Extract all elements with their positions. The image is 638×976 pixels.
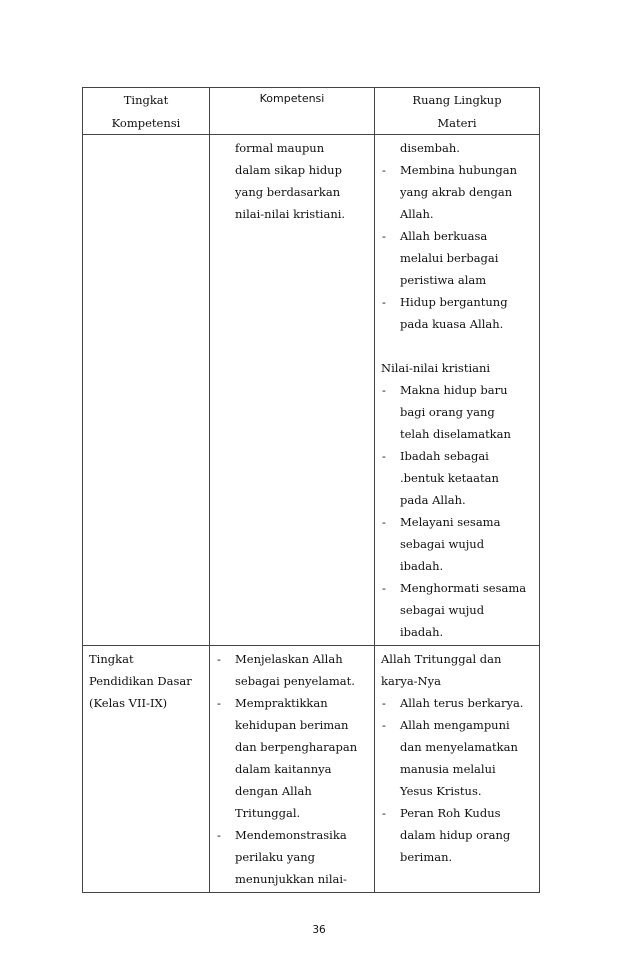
list-item bbox=[381, 802, 537, 868]
list-item-line: kehidupan beriman bbox=[235, 718, 349, 732]
list-item bbox=[381, 225, 537, 291]
header-level-line-2: Kompetensi bbox=[111, 116, 181, 130]
scope-heading bbox=[381, 648, 537, 692]
list-item-line: dan menyelamatkan bbox=[400, 740, 518, 754]
list-item bbox=[216, 692, 372, 824]
list-item bbox=[381, 577, 537, 643]
list-item-line: pada Allah. bbox=[400, 493, 466, 507]
list-item-line: - Mempraktikkan bbox=[235, 696, 328, 710]
list-item-line: melalui berbagai bbox=[400, 251, 499, 265]
table-header-row bbox=[83, 88, 540, 135]
level-cell bbox=[83, 135, 210, 646]
values-list bbox=[381, 379, 537, 643]
list-item-line: .bentuk ketaatan bbox=[400, 471, 499, 485]
list-item-line: - Ibadah sebagai bbox=[400, 449, 489, 463]
list-item-line: - Mendemonstrasika bbox=[235, 828, 347, 842]
scope-continuation: disembah. bbox=[400, 141, 460, 155]
header-scope-line-1: Ruang Lingkup bbox=[412, 93, 502, 107]
values-heading: Nilai-nilai kristiani bbox=[381, 361, 491, 375]
competency-line: yang berdasarkan bbox=[235, 185, 341, 199]
list-item-line: - Membina hubungan bbox=[400, 163, 518, 177]
list-item-line: Allah. bbox=[400, 207, 434, 221]
scope-list bbox=[381, 159, 537, 335]
header-scope-line-2: Materi bbox=[437, 116, 477, 130]
list-item bbox=[381, 714, 537, 802]
list-item-line: dalam kaitannya bbox=[235, 762, 332, 776]
list-item bbox=[381, 692, 537, 714]
list-item-line: yang akrab dengan bbox=[400, 185, 513, 199]
list-item-line: - Menjelaskan Allah bbox=[235, 652, 343, 666]
list-item-line: manusia melalui bbox=[400, 762, 496, 776]
list-item-line: menunjukkan nilai- bbox=[235, 872, 347, 886]
competency-cell bbox=[210, 646, 375, 893]
list-item-line: dengan Allah bbox=[235, 784, 312, 798]
list-item-line: sebagai wujud bbox=[400, 603, 485, 617]
competency-cell bbox=[210, 135, 375, 646]
list-item bbox=[381, 445, 537, 511]
table-row bbox=[83, 646, 540, 893]
list-item-line: sebagai penyelamat. bbox=[235, 674, 355, 688]
list-item bbox=[381, 511, 537, 577]
list-item-line: bagi orang yang bbox=[400, 405, 495, 419]
list-item-line: dan berpengharapan bbox=[235, 740, 358, 754]
list-item-line: telah diselamatkan bbox=[400, 427, 511, 441]
scope-cell bbox=[375, 135, 540, 646]
header-competency bbox=[210, 88, 375, 135]
list-item-line: Tritunggal. bbox=[235, 806, 301, 820]
header-competency-label: Kompetensi bbox=[259, 92, 325, 105]
header-level-line-1: Tingkat bbox=[123, 93, 169, 107]
list-item bbox=[381, 379, 537, 445]
level-line: (Kelas VII-IX) bbox=[89, 696, 168, 710]
competency-line: nilai-nilai kristiani. bbox=[235, 207, 346, 221]
list-item-line: - Menghormati sesama bbox=[400, 581, 527, 595]
competency-line: formal maupun bbox=[235, 141, 325, 155]
header-level bbox=[83, 88, 210, 135]
list-item bbox=[381, 291, 537, 335]
list-item-line: beriman. bbox=[400, 850, 453, 864]
header-scope bbox=[375, 88, 540, 135]
list-item-line: - Hidup bergantung bbox=[400, 295, 508, 309]
list-item-line: - Peran Roh Kudus bbox=[400, 806, 501, 820]
list-item bbox=[216, 824, 372, 890]
competency-table bbox=[82, 87, 540, 893]
list-item-line: sebagai wujud bbox=[400, 537, 485, 551]
competency-line: dalam sikap hidup bbox=[235, 163, 342, 177]
list-item-line: Yesus Kristus. bbox=[400, 784, 482, 798]
level-line: Pendidikan Dasar bbox=[89, 674, 192, 688]
list-item-line: ibadah. bbox=[400, 559, 444, 573]
page-number: 36 bbox=[312, 924, 326, 936]
list-item-line: dalam hidup orang bbox=[400, 828, 511, 842]
scope-cell bbox=[375, 646, 540, 893]
list-item-line: - Allah berkuasa bbox=[400, 229, 488, 243]
level-cell bbox=[83, 646, 210, 893]
list-item-line: perilaku yang bbox=[235, 850, 316, 864]
list-item-line: pada kuasa Allah. bbox=[400, 317, 504, 331]
list-item-line: - Makna hidup baru bbox=[400, 383, 508, 397]
list-item-line: - Allah terus berkarya. bbox=[400, 696, 524, 710]
scope-heading-line: Allah Tritunggal dan bbox=[381, 652, 502, 666]
list-item-line: - Melayani sesama bbox=[400, 515, 501, 529]
table-row bbox=[83, 135, 540, 646]
level-line: Tingkat bbox=[89, 652, 134, 666]
competency-list bbox=[216, 648, 372, 890]
list-item-line: ibadah. bbox=[400, 625, 444, 639]
scope-list bbox=[381, 692, 537, 868]
list-item bbox=[216, 648, 372, 692]
list-item bbox=[381, 159, 537, 225]
scope-heading-line: karya-Nya bbox=[381, 674, 441, 688]
list-item-line: - Allah mengampuni bbox=[400, 718, 510, 732]
list-item-line: peristiwa alam bbox=[400, 273, 487, 287]
